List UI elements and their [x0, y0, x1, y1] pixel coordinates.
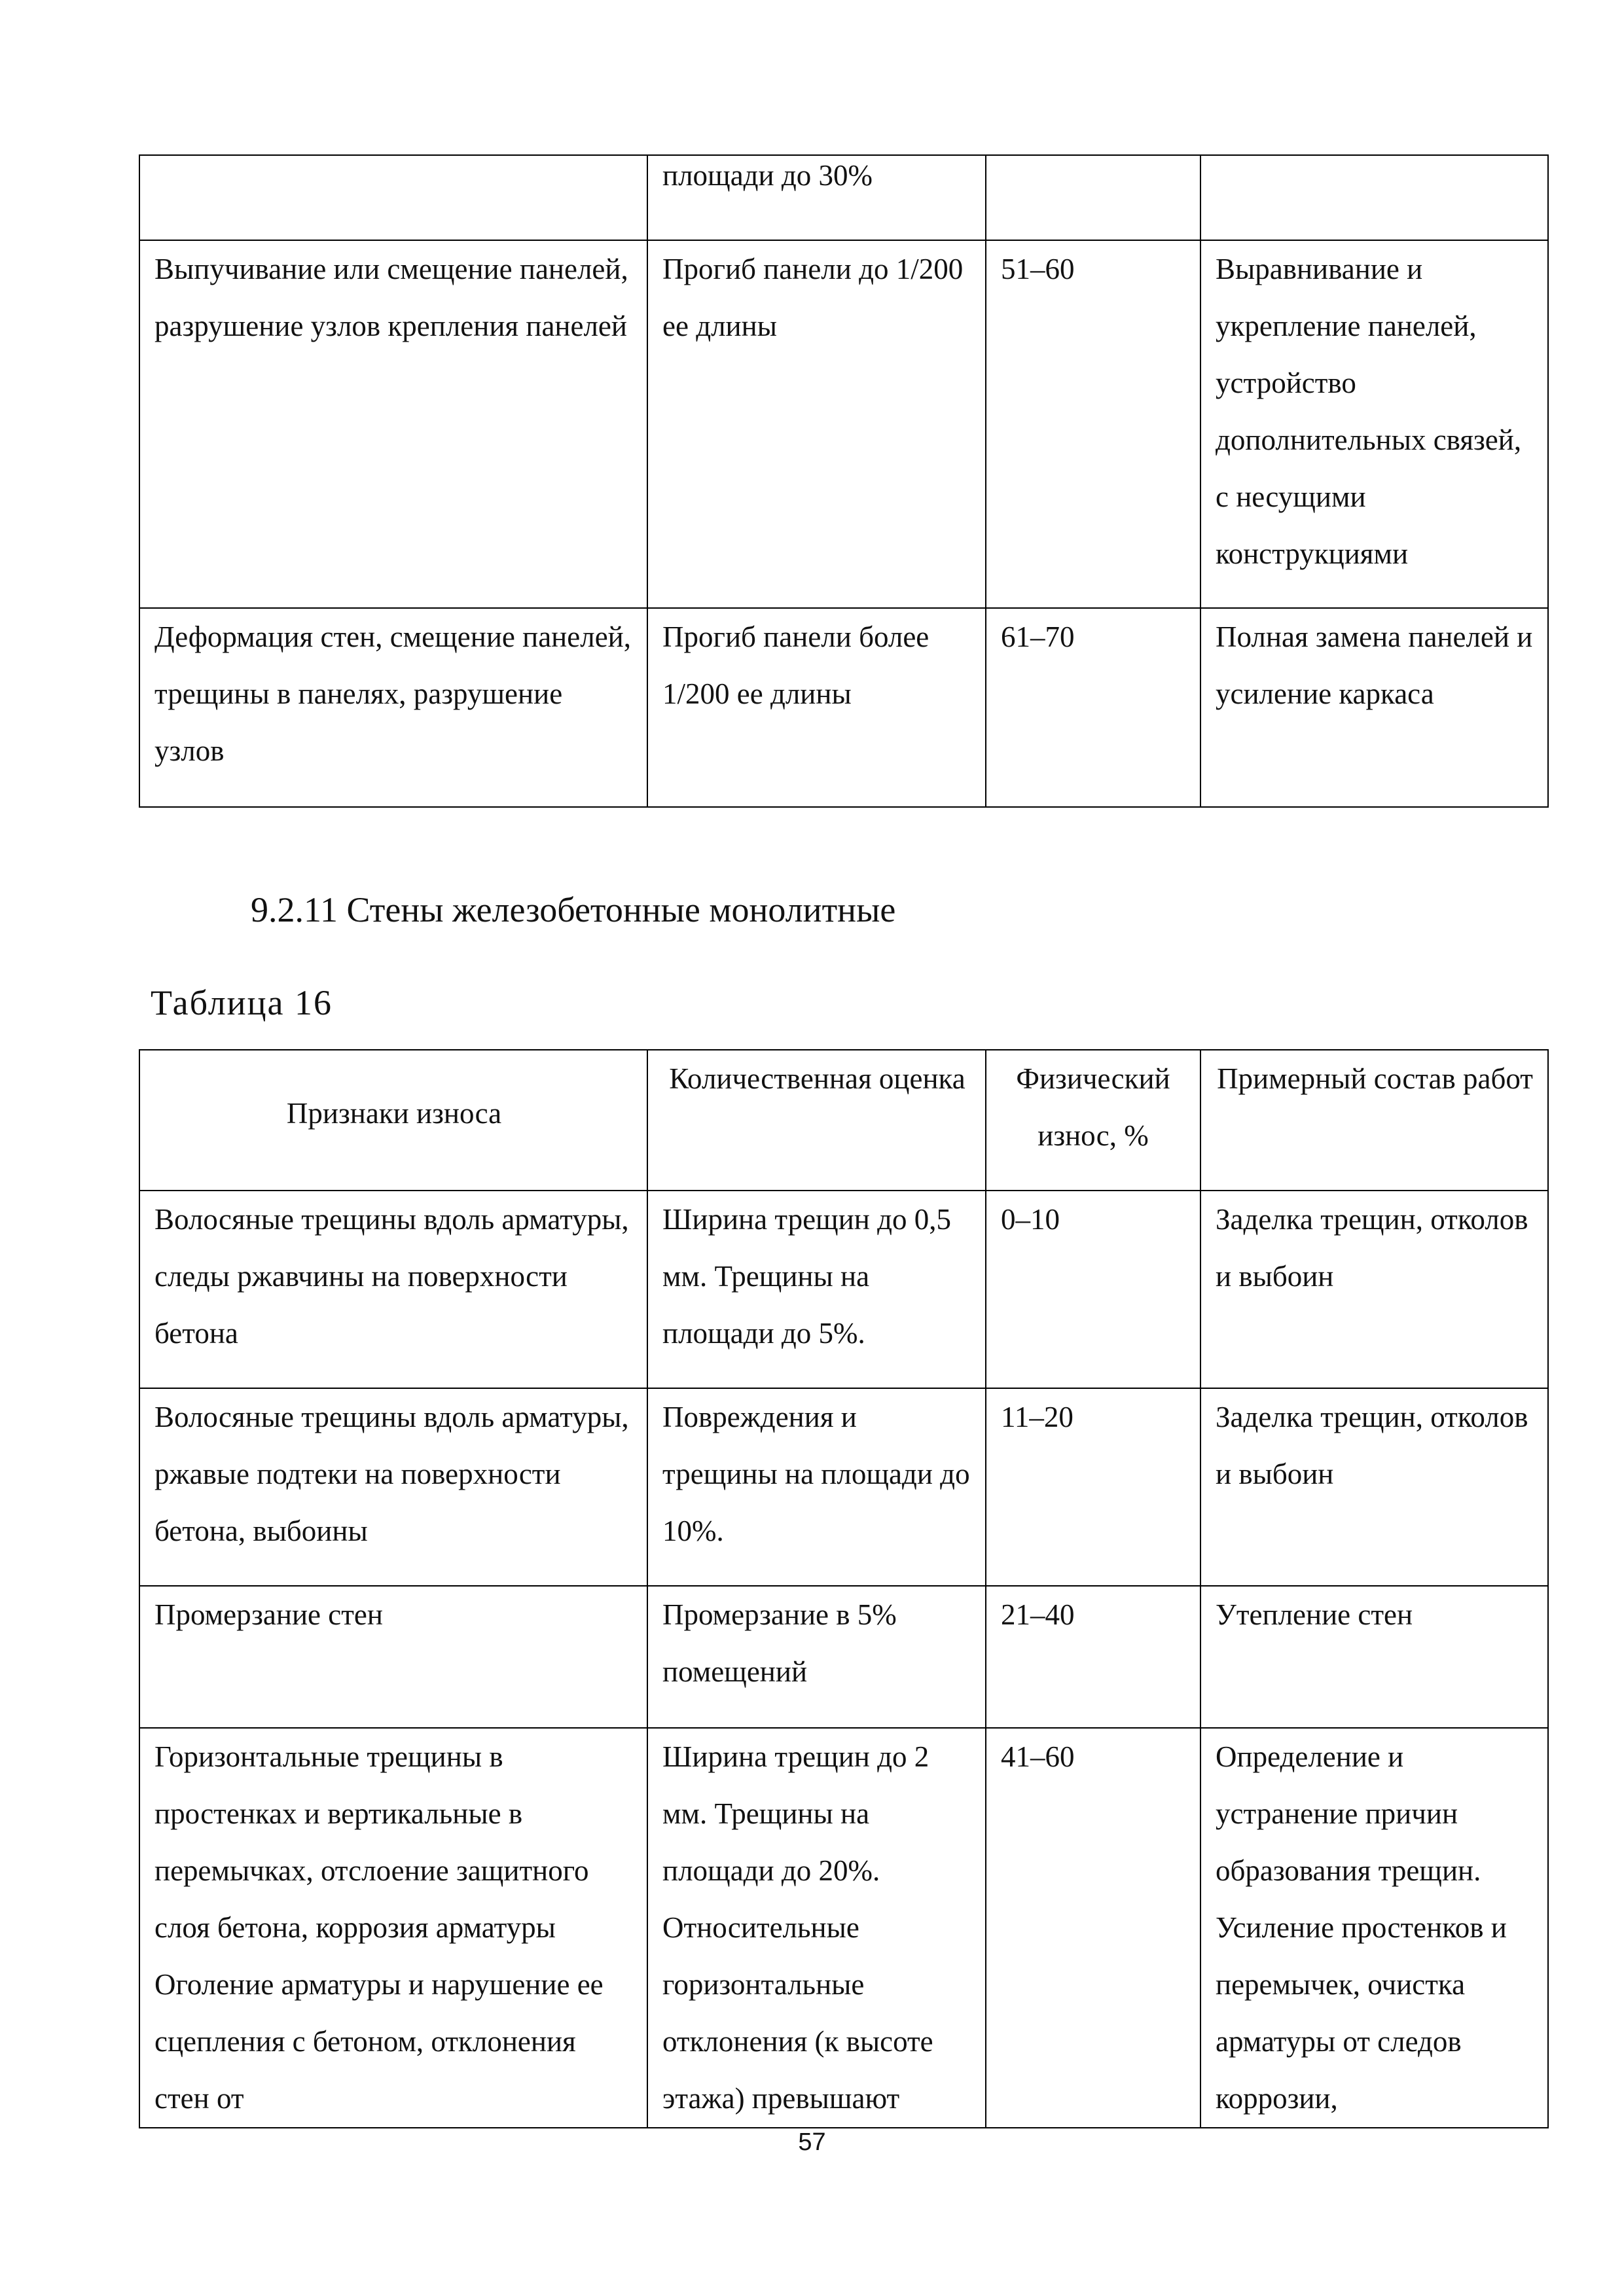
table-caption: Таблица 16: [151, 983, 333, 1022]
quantitative-cell: площади до 30%: [647, 155, 986, 240]
header-wear-signs: Признаки износа: [139, 1050, 647, 1191]
section-heading: 9.2.11 Стены железобетонные монолитные: [251, 890, 896, 929]
wear-signs-cell: Горизонтальные трещины в простенках и вертикальные в перемычках, отслоение защитного слоя бетона, коррозия арматуры Оголение арматуры и нарушение ее сцепления с бетоном, отклонения стен от: [139, 1728, 647, 2128]
physical-wear-cell: 61–70: [986, 608, 1200, 807]
table-row: [139, 155, 1548, 240]
works-cell: Определение и устранение причин образования трещин. Усиление простенков и перемычек, очистка арматуры от следов коррозии,: [1200, 1728, 1548, 2128]
wear-signs-cell: Выпучивание или смещение панелей, разрушение узлов крепления панелей: [139, 240, 647, 608]
works-cell: Заделка трещин, отколов и выбоин: [1200, 1191, 1548, 1388]
header-works: Примерный состав работ: [1200, 1050, 1548, 1191]
wear-signs-cell: Промерзание стен: [139, 1586, 647, 1728]
table-16: [139, 1049, 1549, 2128]
table-row: [139, 240, 1548, 608]
physical-wear-cell: [986, 155, 1200, 240]
quantitative-cell: Ширина трещин до 2 мм. Трещины на площади до 20%. Относительные горизонтальные отклонения (к высоте этажа) превышают: [647, 1728, 986, 2128]
quantitative-cell: Промерзание в 5% помещений: [647, 1586, 986, 1728]
wear-signs-cell: Волосяные трещины вдоль арматуры, следы ржавчины на поверхности бетона: [139, 1191, 647, 1388]
quantitative-cell: Прогиб панели до 1/200 ее длины: [647, 240, 986, 608]
physical-wear-cell: 21–40: [986, 1586, 1200, 1728]
works-cell: [1200, 155, 1548, 240]
table-row: [139, 1388, 1548, 1586]
continued-wear-table: [139, 154, 1549, 808]
quantitative-cell: Прогиб панели более 1/200 ее длины: [647, 608, 986, 807]
header-physical-wear: Физический износ, %: [986, 1050, 1200, 1191]
wear-signs-cell: Волосяные трещины вдоль арматуры, ржавые подтеки на поверхности бетона, выбоины: [139, 1388, 647, 1586]
table-row: [139, 1728, 1548, 2128]
page-number: 57: [798, 2128, 826, 2156]
header-quantitative: Количественная оценка: [647, 1050, 986, 1191]
wear-signs-cell: [139, 155, 647, 240]
works-cell: Выравнивание и укрепление панелей, устройство дополнительных связей, с несущими конструкциями: [1200, 240, 1548, 608]
physical-wear-cell: 11–20: [986, 1388, 1200, 1586]
table-row: [139, 1191, 1548, 1388]
physical-wear-cell: 51–60: [986, 240, 1200, 608]
physical-wear-cell: 41–60: [986, 1728, 1200, 2128]
physical-wear-cell: 0–10: [986, 1191, 1200, 1388]
wear-signs-cell: Деформация стен, смещение панелей, трещины в панелях, разрушение узлов: [139, 608, 647, 807]
works-cell: Утепление стен: [1200, 1586, 1548, 1728]
quantitative-cell: Ширина трещин до 0,5 мм. Трещины на площади до 5%.: [647, 1191, 986, 1388]
quantitative-cell: Повреждения и трещины на площади до 10%.: [647, 1388, 986, 1586]
table-row: [139, 1586, 1548, 1728]
works-cell: Заделка трещин, отколов и выбоин: [1200, 1388, 1548, 1586]
table-header-row: [139, 1050, 1548, 1191]
works-cell: Полная замена панелей и усиление каркаса: [1200, 608, 1548, 807]
table-row: [139, 608, 1548, 807]
